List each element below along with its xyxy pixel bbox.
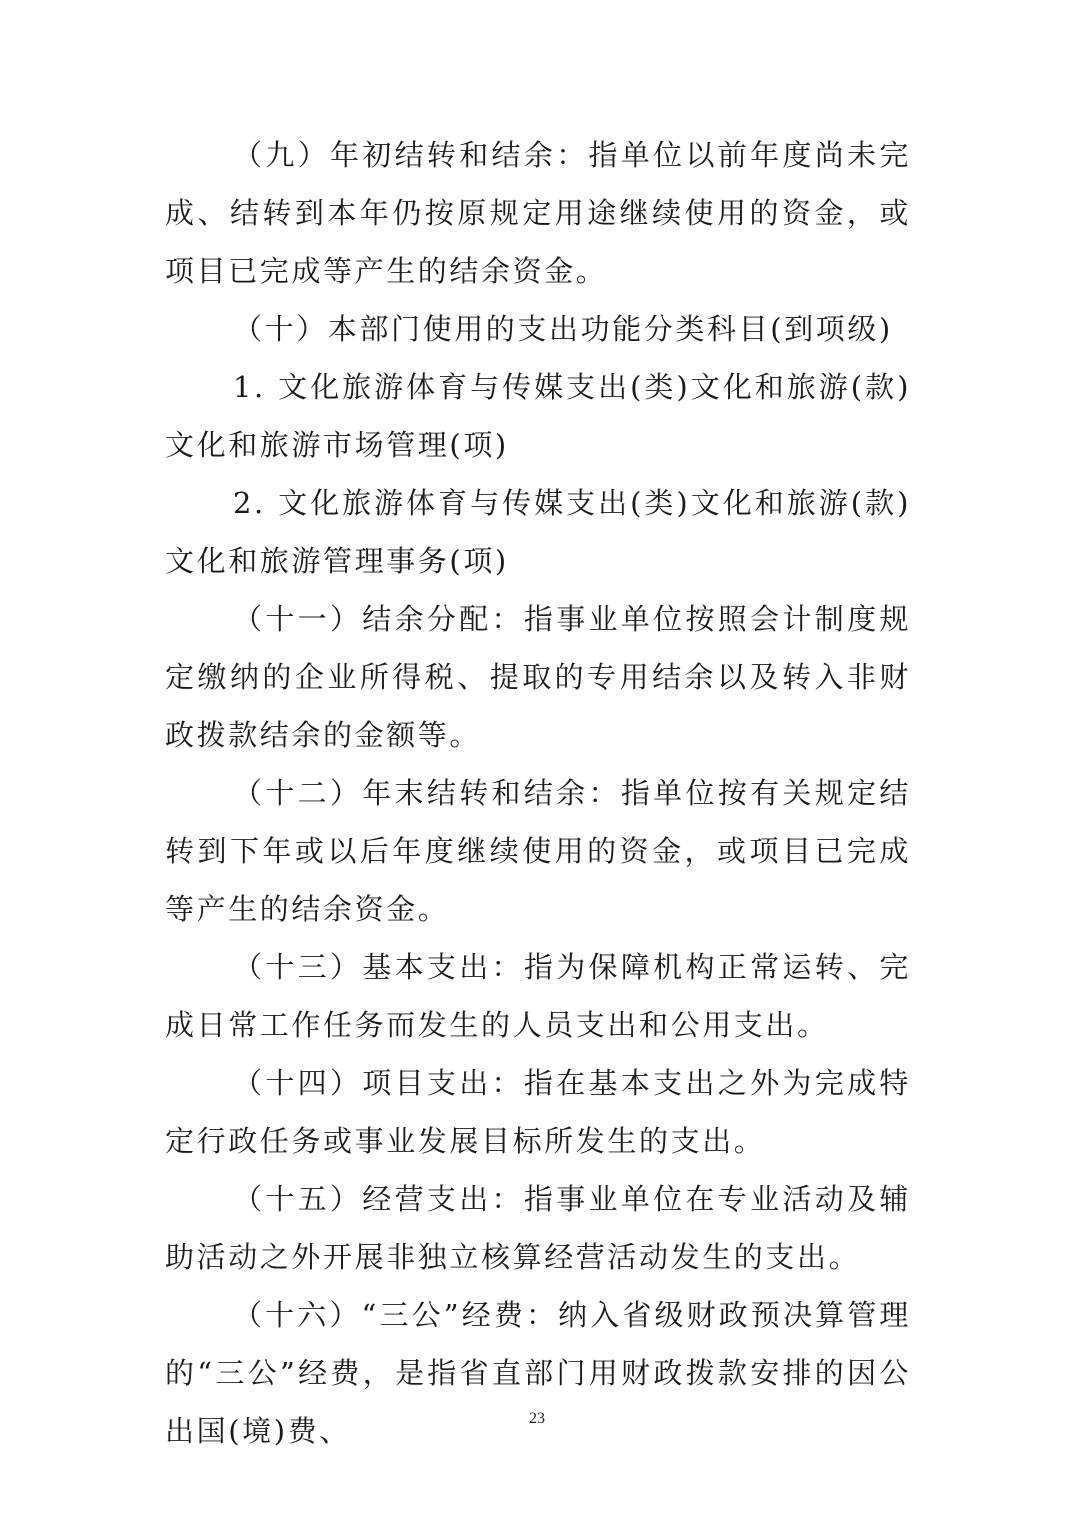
paragraph-13-basic-expenditure: （十三）基本支出：指为保障机构正常运转、完成日常工作任务而发生的人员支出和公用支出。 [165, 950, 911, 1042]
paragraph-14-project-expenditure: （十四）项目支出：指在基本支出之外为完成特定行政任务或事业发展目标所发生的支出。 [165, 1066, 911, 1158]
paragraph-10-item-1: 1. 文化旅游体育与传媒支出(类)文化和旅游(款)文化和旅游市场管理(项) [165, 370, 911, 462]
body-text [165, 126, 911, 1460]
paragraph-16-three-public-expenses: （十六）“三公”经费：纳入省级财政预决算管理的“三公”经费，是指省直部门用财政拨款安排的因公出国(境)费、 [165, 1298, 911, 1448]
paragraph-11-surplus-distribution: （十一）结余分配：指事业单位按照会计制度规定缴纳的企业所得税、提取的专用结余以及转入非财政拨款结余的金额等。 [165, 602, 911, 752]
paragraph-12-carryover-end: （十二）年末结转和结余：指单位按有关规定结转到下年或以后年度继续使用的资金，或项目已完成等产生的结余资金。 [165, 776, 911, 926]
page-number: 23 [529, 1410, 545, 1427]
paragraph-15-operating-expenditure: （十五）经营支出：指事业单位在专业活动及辅助活动之外开展非独立核算经营活动发生的支出。 [165, 1182, 911, 1274]
paragraph-10-function-classification: （十）本部门使用的支出功能分类科目(到项级) [233, 312, 893, 346]
paragraph-9-carryover-start: （九）年初结转和结余：指单位以前年度尚未完成、结转到本年仍按原规定用途继续使用的资金，或项目已完成等产生的结余资金。 [165, 138, 911, 288]
paragraph-10-item-2: 2. 文化旅游体育与传媒支出(类)文化和旅游(款)文化和旅游管理事务(项) [165, 486, 911, 578]
